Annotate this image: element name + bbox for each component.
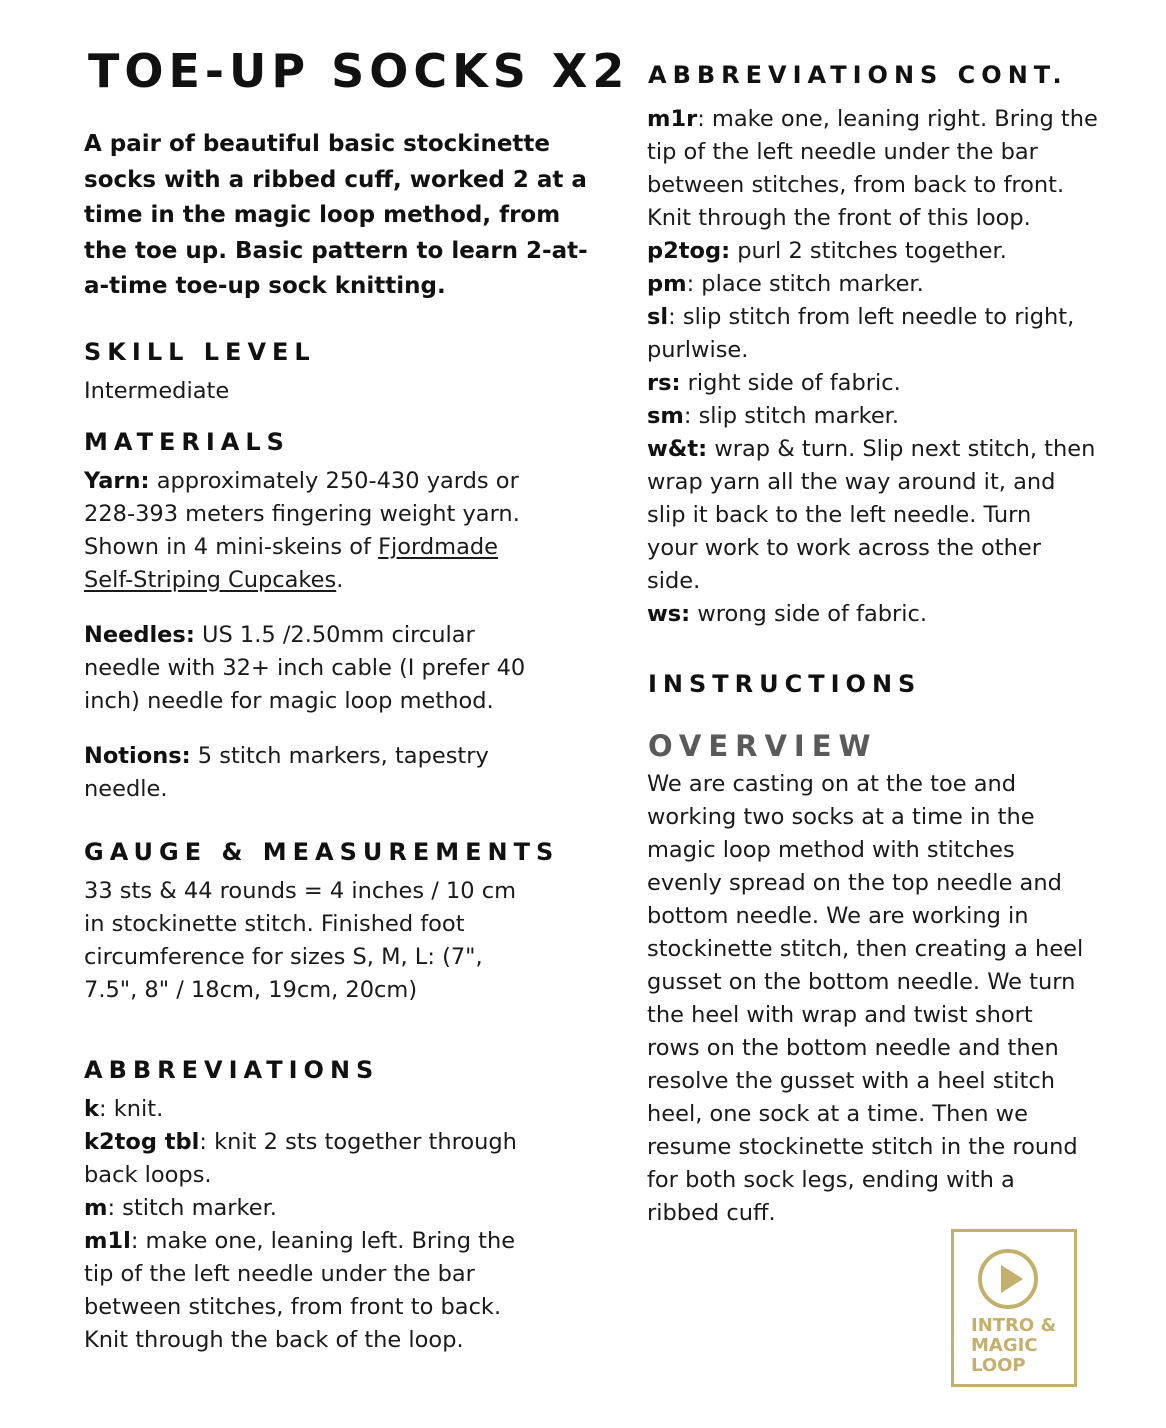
page-title: TOE-UP SOCKS X2 xyxy=(88,44,630,98)
abbr-rs: rs: right side of fabric. xyxy=(647,370,901,396)
play-icon xyxy=(977,1248,1039,1310)
abbr-p2tog: p2tog: purl 2 stitches together. xyxy=(647,238,1007,264)
materials-heading: MATERIALS xyxy=(84,428,290,456)
abbreviations-cont-list: m1r: make one, leaning right. Bring the tip of the left needle under the bar between stitches, from back to front. Knit through the front of this loop. p2tog: purl 2 stitches together. pm: place stitch marker. sl: slip stitch from left needle to right, purlwise. rs: right side of fabric. sm: slip stitch marker. w&t: wrap & turn. Slip next stitch, then wrap yarn all the way around it, and slip it back to the left needle. Turn your work to work across the other side. ws: wrong side of fabric. xyxy=(647,103,1102,631)
abbr-m: m: stitch marker. xyxy=(84,1195,277,1221)
abbr-ws: ws: wrong side of fabric. xyxy=(647,601,928,627)
abbr-m1l: m1l: make one, leaning left. Bring the xyxy=(84,1228,516,1254)
abbr-wt: w&t: wrap & turn. Slip next stitch, then xyxy=(647,436,1096,462)
intro-text: A pair of beautiful basic stockinette socks with a ribbed cuff, worked 2 at a time in the magic loop method, from the toe up. Basic pattern to learn 2-at- a-time toe-up sock knitting. xyxy=(84,131,588,300)
abbreviations-heading: ABBREVIATIONS xyxy=(84,1056,380,1084)
intro-magic-loop-video-link[interactable] xyxy=(951,1229,1077,1387)
abbr-pm: pm: place stitch marker. xyxy=(647,271,924,297)
instructions-heading: INSTRUCTIONS xyxy=(648,670,922,698)
materials-notions: Notions: 5 stitch markers, tapestry needle. xyxy=(84,743,489,802)
abbr-k: k: knit. xyxy=(84,1096,164,1122)
skill-level-value: Intermediate xyxy=(84,378,230,404)
abbreviations-list: k: knit. k2tog tbl: knit 2 sts together through back loops. m: stitch marker. m1l: make one, leaning left. Bring the tip of the left needle under the bar between stitches, from front to back. Knit through the back of the loop. xyxy=(84,1093,554,1357)
abbr-k2tog: k2tog tbl: knit 2 sts together through xyxy=(84,1129,517,1155)
yarn-link-1[interactable]: Fjordmade xyxy=(378,534,499,560)
abbreviations-cont-heading: ABBREVIATIONS CONT. xyxy=(648,61,1068,89)
materials-needles: Needles: US 1.5 /2.50mm circular needle with 32+ inch cable (I prefer 40 inch) needle for magic loop method. xyxy=(84,622,526,714)
gauge-text: 33 sts & 44 rounds = 4 inches / 10 cm in stockinette stitch. Finished foot circumference for sizes S, M, L: (7", 7.5", 8" / 18cm, 19cm, 20cm) xyxy=(84,878,517,1003)
skill-level-heading: SKILL LEVEL xyxy=(84,338,316,366)
abbr-m1r: m1r: make one, leaning right. Bring the xyxy=(647,106,1098,132)
overview-text: We are casting on at the toe and working two socks at a time in the magic loop method with stitches evenly spread on the top needle and bottom needle. We are working in stockinette stitch, then creating a heel gusset on the bottom needle. We turn the heel with wrap and twist short rows on the bottom needle and then resolve the gusset with a heel stitch heel, one sock at a time. Then we resume stockinette stitch in the round for both sock legs, ending with a ribbed cuff. xyxy=(647,771,1084,1226)
video-label: INTRO & MAGIC LOOP xyxy=(971,1315,1057,1376)
overview-heading: OVERVIEW xyxy=(648,729,878,763)
gauge-heading: GAUGE & MEASUREMENTS xyxy=(84,838,560,866)
abbr-sl: sl: slip stitch from left needle to right, xyxy=(647,304,1075,330)
abbr-sm: sm: slip stitch marker. xyxy=(647,403,899,429)
materials-yarn: Yarn: approximately 250-430 yards or 228-393 meters fingering weight yarn. Shown in 4 mini-skeins of Fjordmade Self-Striping Cupcakes. xyxy=(84,468,520,593)
yarn-link-2[interactable]: Self-Striping Cupcakes xyxy=(84,567,337,593)
